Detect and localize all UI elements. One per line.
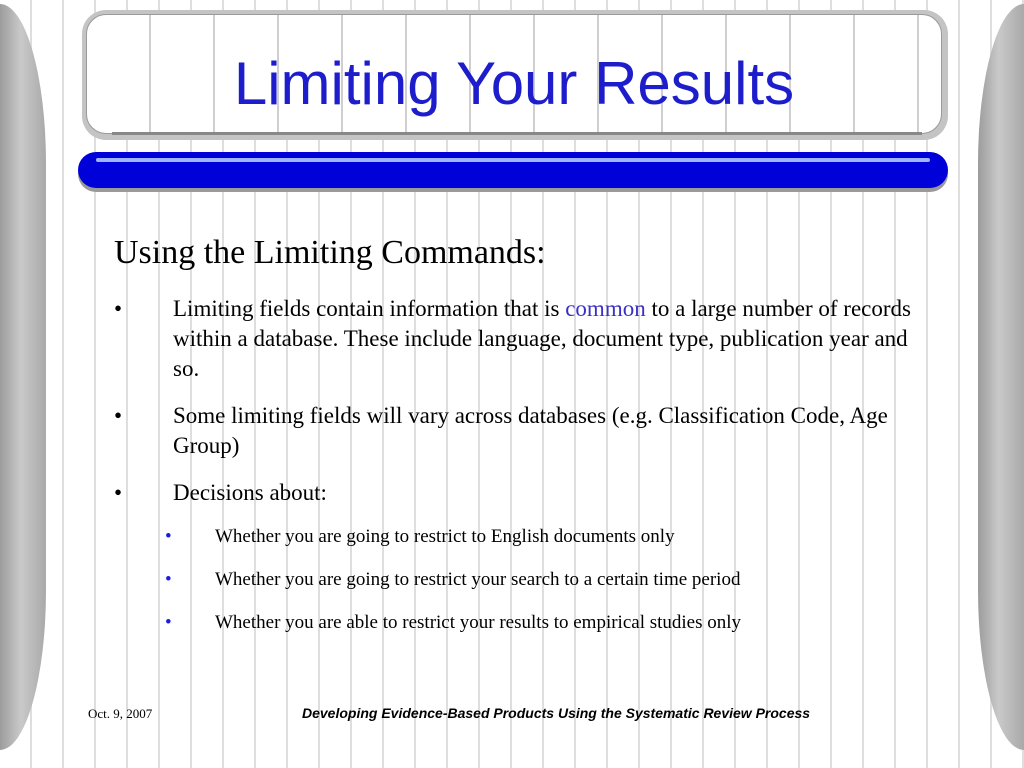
right-decorative-bar bbox=[978, 4, 1024, 750]
sub-bullet-text: Whether you are going to restrict your search to a certain time period bbox=[215, 569, 741, 590]
content-heading: Using the Limiting Commands: bbox=[114, 234, 546, 271]
highlighted-word: common bbox=[565, 296, 646, 321]
sub-bullet-text: Whether you are able to restrict your results to empirical studies only bbox=[215, 612, 742, 633]
bullet-item bbox=[114, 478, 914, 508]
footer-title: Developing Evidence-Based Products Using the Systematic Review Process bbox=[302, 705, 811, 721]
bullet-item bbox=[114, 401, 914, 461]
slide-content bbox=[114, 230, 914, 654]
left-decorative-bar bbox=[0, 4, 46, 750]
accent-bar-highlight bbox=[96, 158, 930, 162]
bullet-text bbox=[173, 296, 911, 381]
slide-title: Limiting Your Results bbox=[233, 50, 795, 117]
bullet-mark: • bbox=[114, 403, 123, 428]
bullet-item bbox=[114, 294, 914, 384]
bullet-text-part: Limiting fields contain information that is bbox=[173, 296, 566, 321]
sub-bullet-text: Whether you are going to restrict to English documents only bbox=[215, 526, 675, 547]
bullet-text-part: to a large number of records within a database. These include language, document type, publication year and so. bbox=[173, 296, 911, 381]
bullet-mark: • bbox=[114, 480, 123, 505]
sub-bullet-item bbox=[114, 568, 914, 592]
sub-bullet-item bbox=[114, 611, 914, 635]
bullet-text: Decisions about: bbox=[173, 480, 327, 505]
title-underline bbox=[112, 132, 922, 135]
footer-date: Oct. 9, 2007 bbox=[88, 706, 153, 721]
sub-bullet-item bbox=[114, 525, 914, 549]
bullet-mark: • bbox=[114, 296, 123, 321]
sub-bullet-mark: • bbox=[165, 569, 172, 590]
sub-bullet-mark: • bbox=[165, 526, 172, 547]
bullet-text: Some limiting fields will vary across databases (e.g. Classification Code, Age Group) bbox=[173, 403, 888, 458]
sub-bullet-mark: • bbox=[165, 612, 172, 633]
